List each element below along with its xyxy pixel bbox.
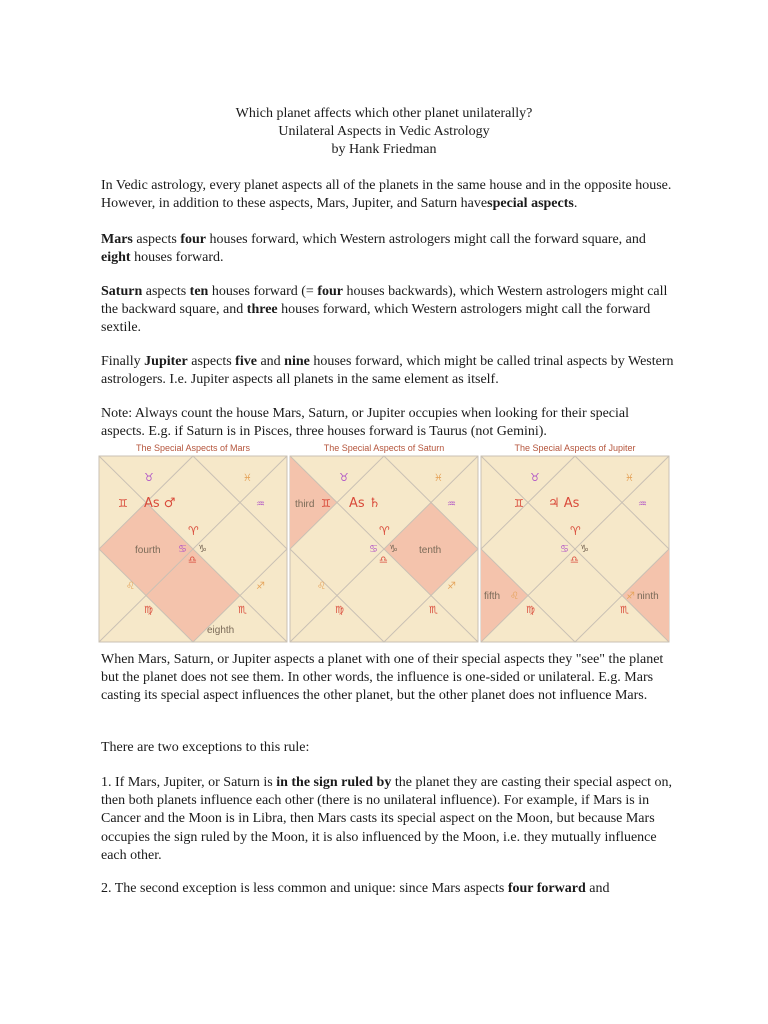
aries-sign-icon: ♈ [570, 524, 581, 538]
saturn-bold-ten: ten [189, 284, 209, 299]
capricorn-sign-icon: ♑ [580, 544, 589, 555]
exception-2-text-2: and [585, 881, 610, 896]
mars-text-1: aspects [132, 232, 181, 247]
pisces-sign-icon: ♓ [243, 473, 252, 484]
taurus-sign-icon: ♉ [339, 471, 349, 484]
label-ninth: ninth [637, 591, 659, 602]
mars-text-2: houses forward, which Western astrologers might call the forward square, and [206, 232, 646, 247]
label-third: third [295, 499, 315, 510]
sagittarius-sign-icon: ♐ [447, 581, 456, 592]
jupiter-paragraph [101, 353, 676, 389]
gemini-sign-icon: ♊ [118, 497, 128, 510]
aquarius-sign-icon: ♒ [638, 499, 647, 510]
jupiter-chart-title: The Special Aspects of Jupiter [514, 443, 636, 453]
cancer-sign-icon: ♋ [178, 544, 187, 555]
saturn-text-2: houses forward (= [208, 284, 318, 299]
exception-1-paragraph [101, 774, 676, 865]
exception-2-bold: four forward [507, 881, 586, 896]
label-fifth: fifth [484, 591, 501, 602]
intro-text: In Vedic astrology, every planet aspects all of the planets in the same house and in the opposite house. However, in addition to these aspects, Mars, Jupiter, and Saturn have [101, 178, 672, 212]
exception-2-text-1: 2. The second exception is less common and unique: since Mars aspects [101, 881, 508, 896]
taurus-sign-icon: ♉ [530, 471, 540, 484]
virgo-sign-icon: ♍ [526, 605, 535, 616]
saturn-chart-title: The Special Aspects of Saturn [323, 443, 445, 453]
jupiter-text-2: aspects [187, 354, 236, 369]
sagittarius-sign-icon: ♐ [626, 591, 635, 602]
label-eighth: eighth [207, 625, 235, 636]
mars-planet-label: As ♂ [144, 496, 176, 511]
intro-paragraph [101, 177, 676, 213]
mars-bold-four: four [180, 232, 206, 247]
cancer-sign-icon: ♋ [369, 544, 378, 555]
scorpio-sign-icon: ♏ [620, 605, 629, 616]
capricorn-sign-icon: ♑ [389, 544, 398, 555]
saturn-text-3: houses backwards), which Western astrologers might call the backward square, and [101, 284, 668, 318]
author-line: by Hank Friedman [331, 142, 437, 157]
taurus-sign-icon: ♉ [144, 471, 154, 484]
aspect-charts [98, 443, 670, 643]
jupiter-bold: Jupiter [144, 354, 188, 369]
mars-text-3: houses forward. [130, 250, 224, 266]
gemini-sign-icon: ♊ [321, 497, 331, 510]
saturn-chart-diagram [289, 455, 479, 643]
saturn-bold-three: three [246, 302, 278, 318]
exception-1-bold: in the sign ruled by [276, 775, 392, 790]
label-tenth: tenth [419, 545, 442, 556]
jupiter-text-4: houses forward, which might be called trinal aspects by Western astrologers. I.e. Jupiter aspects all planets in the same element as itself. [101, 354, 674, 388]
saturn-text-4: houses forward, which Western astrologers might call the forward sextile. [101, 302, 651, 336]
mars-chart-title: The Special Aspects of Mars [135, 443, 251, 453]
leo-sign-icon: ♌ [126, 581, 135, 592]
pisces-sign-icon: ♓ [625, 473, 634, 484]
saturn-bold-four: four [317, 284, 343, 299]
jupiter-chart-diagram [480, 455, 670, 643]
intro-end: . [573, 196, 578, 212]
leo-sign-icon: ♌ [317, 581, 326, 592]
saturn-planet-label: As ♄ [349, 496, 381, 511]
libra-sign-icon: ♎ [570, 555, 579, 566]
exception-1-text-2: the planet they are casting their special aspect on, then both planets influence each other (there is no unilateral influence). For example, if Mars is in Cancer and the Moon is in Libra, then Mars casts its special aspect on the Moon, but because Mars occupies the sign ruled by the Moon, it is also influenced by the Moon, i.e. they mutually influence each other. [101, 775, 673, 863]
libra-sign-icon: ♎ [379, 555, 388, 566]
sagittarius-sign-icon: ♐ [256, 581, 265, 592]
leo-sign-icon: ♌ [510, 591, 519, 602]
saturn-bold: Saturn [101, 284, 143, 299]
jupiter-bold-nine: nine [284, 354, 310, 369]
saturn-text-1: aspects [142, 284, 190, 299]
exception-1-text-1: 1. If Mars, Jupiter, or Saturn is [101, 775, 277, 790]
gemini-sign-icon: ♊ [514, 497, 524, 510]
cancer-sign-icon: ♋ [560, 544, 569, 555]
libra-sign-icon: ♎ [188, 555, 197, 566]
saturn-aspect-chart [289, 443, 479, 643]
mars-paragraph [101, 231, 676, 267]
title-line-1: Which planet affects which other planet unilaterally? [235, 106, 533, 121]
aries-sign-icon: ♈ [379, 524, 390, 538]
jupiter-bold-five: five [235, 354, 257, 369]
jupiter-text-3: and [256, 354, 285, 369]
aquarius-sign-icon: ♒ [256, 499, 265, 510]
saturn-paragraph [101, 283, 676, 338]
virgo-sign-icon: ♍ [144, 605, 153, 616]
capricorn-sign-icon: ♑ [198, 544, 207, 555]
virgo-sign-icon: ♍ [335, 605, 344, 616]
aquarius-sign-icon: ♒ [447, 499, 456, 510]
scorpio-sign-icon: ♏ [238, 605, 247, 616]
label-fourth: fourth [135, 545, 161, 556]
aries-sign-icon: ♈ [188, 524, 199, 538]
jupiter-aspect-chart [480, 443, 670, 643]
mars-bold-eight: eight [101, 250, 131, 266]
title-line-2: Unilateral Aspects in Vedic Astrology [278, 124, 490, 139]
jupiter-text-1: Finally [101, 354, 145, 369]
document-title [0, 105, 768, 159]
mars-bold: Mars [101, 232, 133, 247]
exception-2-paragraph [101, 880, 676, 898]
mars-chart-diagram [98, 455, 288, 643]
exceptions-intro: There are two exceptions to this rule: [101, 740, 310, 755]
note-paragraph: Note: Always count the house Mars, Saturn, or Jupiter occupies when looking for their special aspects. E.g. if Saturn is in Pisces, three houses forward is Taurus (not Gemini). [101, 406, 629, 440]
mars-aspect-chart [98, 443, 288, 643]
intro-bold-special-aspects: special aspects [487, 196, 574, 212]
scorpio-sign-icon: ♏ [429, 605, 438, 616]
unilateral-paragraph: When Mars, Saturn, or Jupiter aspects a planet with one of their special aspects they "see" the planet but the planet does not see them. In other words, the influence is one-sided or unilateral. E.g. Mars casting its special aspect influences the other planet, but the other planet does not influence Mars. [101, 652, 664, 704]
jupiter-planet-label: ♃ As [548, 496, 580, 511]
pisces-sign-icon: ♓ [434, 473, 443, 484]
